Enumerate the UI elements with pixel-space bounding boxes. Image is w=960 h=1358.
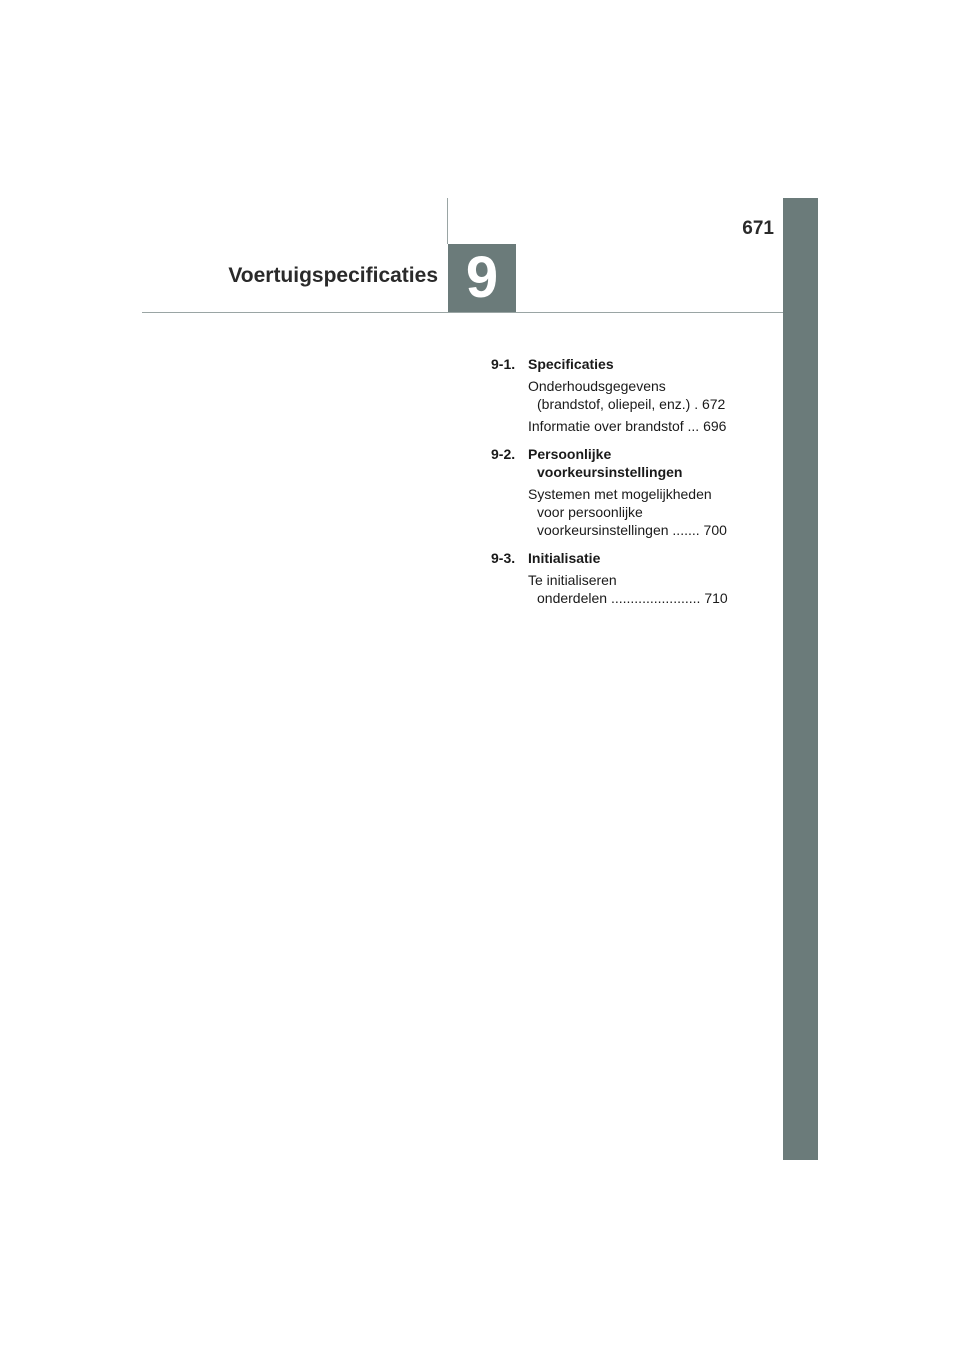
entry-text: Informatie over brandstof — [528, 418, 684, 434]
chapter-title: Voertuigspecificaties — [228, 264, 438, 287]
entry-page[interactable]: 672 — [701, 396, 726, 412]
entry-leader-line — [528, 521, 741, 539]
section-title-line: voorkeursinstellingen — [537, 464, 683, 480]
table-of-contents — [491, 355, 741, 607]
toc-entry[interactable] — [528, 377, 741, 413]
toc-entry[interactable] — [528, 571, 741, 607]
section-title-line: Specificaties — [528, 356, 614, 372]
section-number: 9-2. — [491, 446, 516, 462]
header-rule — [142, 312, 783, 313]
entry-dots: ....................... — [610, 590, 701, 606]
entry-page[interactable]: 710 — [704, 590, 728, 606]
header-divider-vertical — [447, 198, 448, 244]
entry-leader-line — [528, 589, 741, 607]
entry-text: Te initialiseren — [528, 572, 617, 588]
section-title-line: Persoonlijke — [528, 446, 612, 462]
entry-text: voor persoonlijke — [537, 504, 643, 520]
page-number: 671 — [742, 218, 774, 239]
entry-text: Systemen met mogelijkheden — [528, 486, 712, 502]
section-number: 9-1. — [491, 356, 516, 372]
entry-text: (brandstof, oliepeil, enz.) — [537, 396, 691, 412]
entry-leader-line — [528, 417, 741, 435]
entry-page[interactable]: 696 — [703, 418, 727, 434]
toc-section — [491, 355, 741, 373]
entry-leader-line — [528, 395, 741, 413]
entry-text: Onderhoudsgegevens — [528, 378, 666, 394]
toc-section — [491, 445, 741, 481]
entry-text: voorkeursinstellingen — [537, 522, 669, 538]
section-number: 9-3. — [491, 550, 516, 566]
toc-entry[interactable] — [528, 417, 741, 435]
entry-dots: . — [694, 396, 699, 412]
toc-section — [491, 549, 741, 567]
entry-dots: ... — [687, 418, 700, 434]
entry-text: onderdelen — [537, 590, 608, 606]
section-title — [528, 549, 600, 567]
section-title — [528, 445, 682, 481]
entry-dots: ....... — [672, 522, 700, 538]
toc-entry[interactable] — [528, 485, 741, 539]
section-title — [528, 355, 614, 373]
chapter-number-badge: 9 — [448, 244, 516, 312]
entry-page[interactable]: 700 — [703, 522, 727, 538]
chapter-thumb-tab — [783, 198, 818, 1160]
section-title-line: Initialisatie — [528, 550, 601, 566]
